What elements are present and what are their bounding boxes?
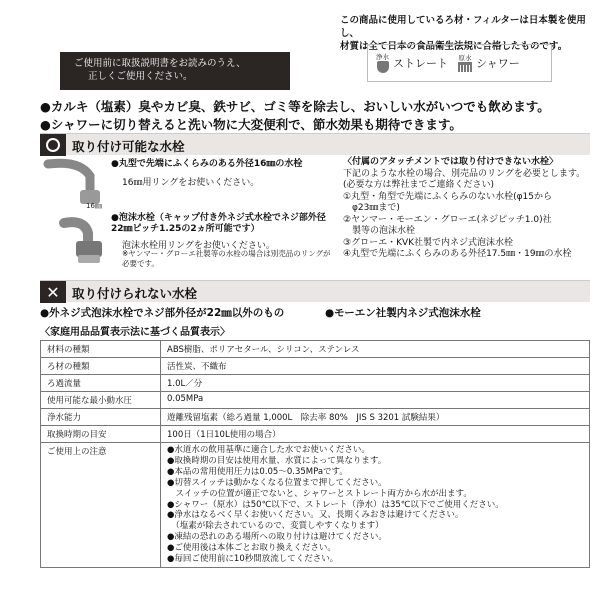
caution-item: ●シャワー（原水）は50℃以下で、ストレート（浄水）は35℃以下でご使用ください。 (167, 499, 504, 510)
caution-item: ●凍結の恐れのある場所への取り付けは避けてください。 (167, 532, 387, 543)
caution-item: ●ご使用後は本体ごとお取り換えください。 (167, 543, 336, 554)
faucet1-note: 16㎜用リングをお使いください。 (122, 178, 260, 188)
aerator-faucet-illustration (58, 215, 118, 267)
spec-value: 0.05MPa (161, 392, 590, 409)
faucet2-footnote: ※ヤンマー・グローエ社製等の水栓の場合は別売品のリングが必要です。 (122, 249, 331, 268)
spec-key: ろ材の種類 (41, 358, 161, 375)
round-faucet-illustration (40, 158, 102, 213)
spec-key: 浄水能力 (41, 409, 161, 426)
spec-key: 取換時期の目安 (41, 426, 161, 443)
table-row (41, 358, 590, 375)
table-row (41, 341, 590, 358)
spec-value: 1.0L／分 (161, 375, 590, 392)
faucet-icon (377, 61, 389, 73)
caution-item: ●毎回ご使用前に10秒間放流してください。 (167, 554, 339, 565)
cross-icon: ✕ (40, 281, 66, 303)
table-row (41, 409, 590, 426)
attachment-info: 〈付属のアタッチメントでは取り付けできない水栓〉 下記のような水栓の場合、別売品のリングを必要とします。(必要な方は弊社までご連絡ください) ①丸型・角型で先端にふくらみのない水栓(φ15から φ23㎜まで) ②ヤンマー・モーエン・グローエ(ネジピッチ1.0)社 製等の泡沫水栓 ③グローエ・KVK社製で内ネジ式泡沫水栓 ④丸型で先端にふくらみのある外径17.5㎜・19㎜の水栓 (343, 157, 586, 259)
spec-key: 材料の種類 (41, 341, 161, 358)
caution-item: ●切替スイッチは動かなくなる位置まで押してください。 (167, 477, 387, 488)
table-row (41, 443, 590, 568)
caution-item: ●水道水の飲用基準に適合した水でお使いください。 (167, 445, 370, 455)
incompatible-section-header: ✕ 取り付けられない水栓 (40, 280, 590, 302)
spec-key: 使用可能な最小動水圧 (41, 392, 161, 409)
spec-value: ABS樹脂、ポリアセタール、シリコン、ステンレス (161, 341, 590, 358)
diameter-label: 16㎜ (86, 202, 102, 210)
caution-item: スイッチの位置が適正でないと、シャワーとストレート両方から水が出ます。 (167, 488, 472, 499)
incompatible-item-1: ●外ネジ式泡沫水栓でネジ部外径が22㎜以外のもの (40, 307, 285, 319)
caution-item: ●取換時期の目安は使用水量、水質によって異なります。 (167, 455, 387, 466)
circle-icon (40, 134, 66, 156)
spec-value: 遊離残留塩素（総ろ過量 1,000L 除去率 80% JIS S 3201 試験結果） (161, 409, 590, 426)
spec-key: ろ過流量 (41, 375, 161, 392)
mode-straight: 浄水 ストレート (376, 53, 448, 73)
lead-line-1: ●カルキ（塩素）臭やカビ臭、鉄サビ、ゴミ等を除去し、おいしい水がいつでも飲めます。 (40, 99, 550, 114)
table-row (41, 392, 590, 409)
cautions-label: ご使用上の注意 (41, 443, 161, 568)
compatible-section-header: 取り付け可能な水栓 (40, 133, 590, 155)
spec-value: 100日（1日10L使用の場合） (161, 426, 590, 443)
spec-table (40, 340, 590, 568)
table-row (41, 375, 590, 392)
mode-shower: 原水 シャワー (458, 54, 520, 70)
incompatible-item-2: ●モーエン社製内ネジ式泡沫水栓 (325, 307, 481, 319)
table-row (41, 426, 590, 443)
cautions-list (161, 443, 590, 568)
faucet1-title: ●丸型で先端にふくらみのある外径16㎜の水栓 (111, 159, 303, 169)
quality-title: 〈家庭用品品質表示法に基づく品質表示〉 (40, 327, 230, 338)
shower-icon (458, 62, 472, 72)
mode-legend (367, 44, 552, 82)
caution-item: （塩素が除去されているので、変質しやすくなります） (167, 521, 384, 532)
faucet2-note: 泡沫水栓用リングをお使いください。 (122, 241, 275, 251)
caution-item: ●浄水はなるべく早くお使いください。又、長期くみおきは避けてください。 (167, 510, 464, 521)
caution-item: ●本品の常用使用圧力は0.05～0.35MPaです。 (167, 466, 348, 477)
lead-line-2: ●シャワーに切り替えると洗い物に大変便利で、節水効果も期待できます。 (40, 117, 462, 132)
notice-box: ご使用前に取扱説明書をお読みのうえ、 正しくご使用ください。 (60, 52, 290, 90)
origin-note: この商品に使用しているろ材・フィルターは日本製を使用し、 材質は全て日本の食品衛生法規に合格したものです。 (340, 15, 586, 52)
spec-value: 活性炭、不織布 (161, 358, 590, 375)
faucet2-title: ●泡沫水栓（キャップ付き外ネジ式水栓でネジ部外径22㎜ピッチ1.25の2ヵ所可能です） (111, 213, 326, 234)
